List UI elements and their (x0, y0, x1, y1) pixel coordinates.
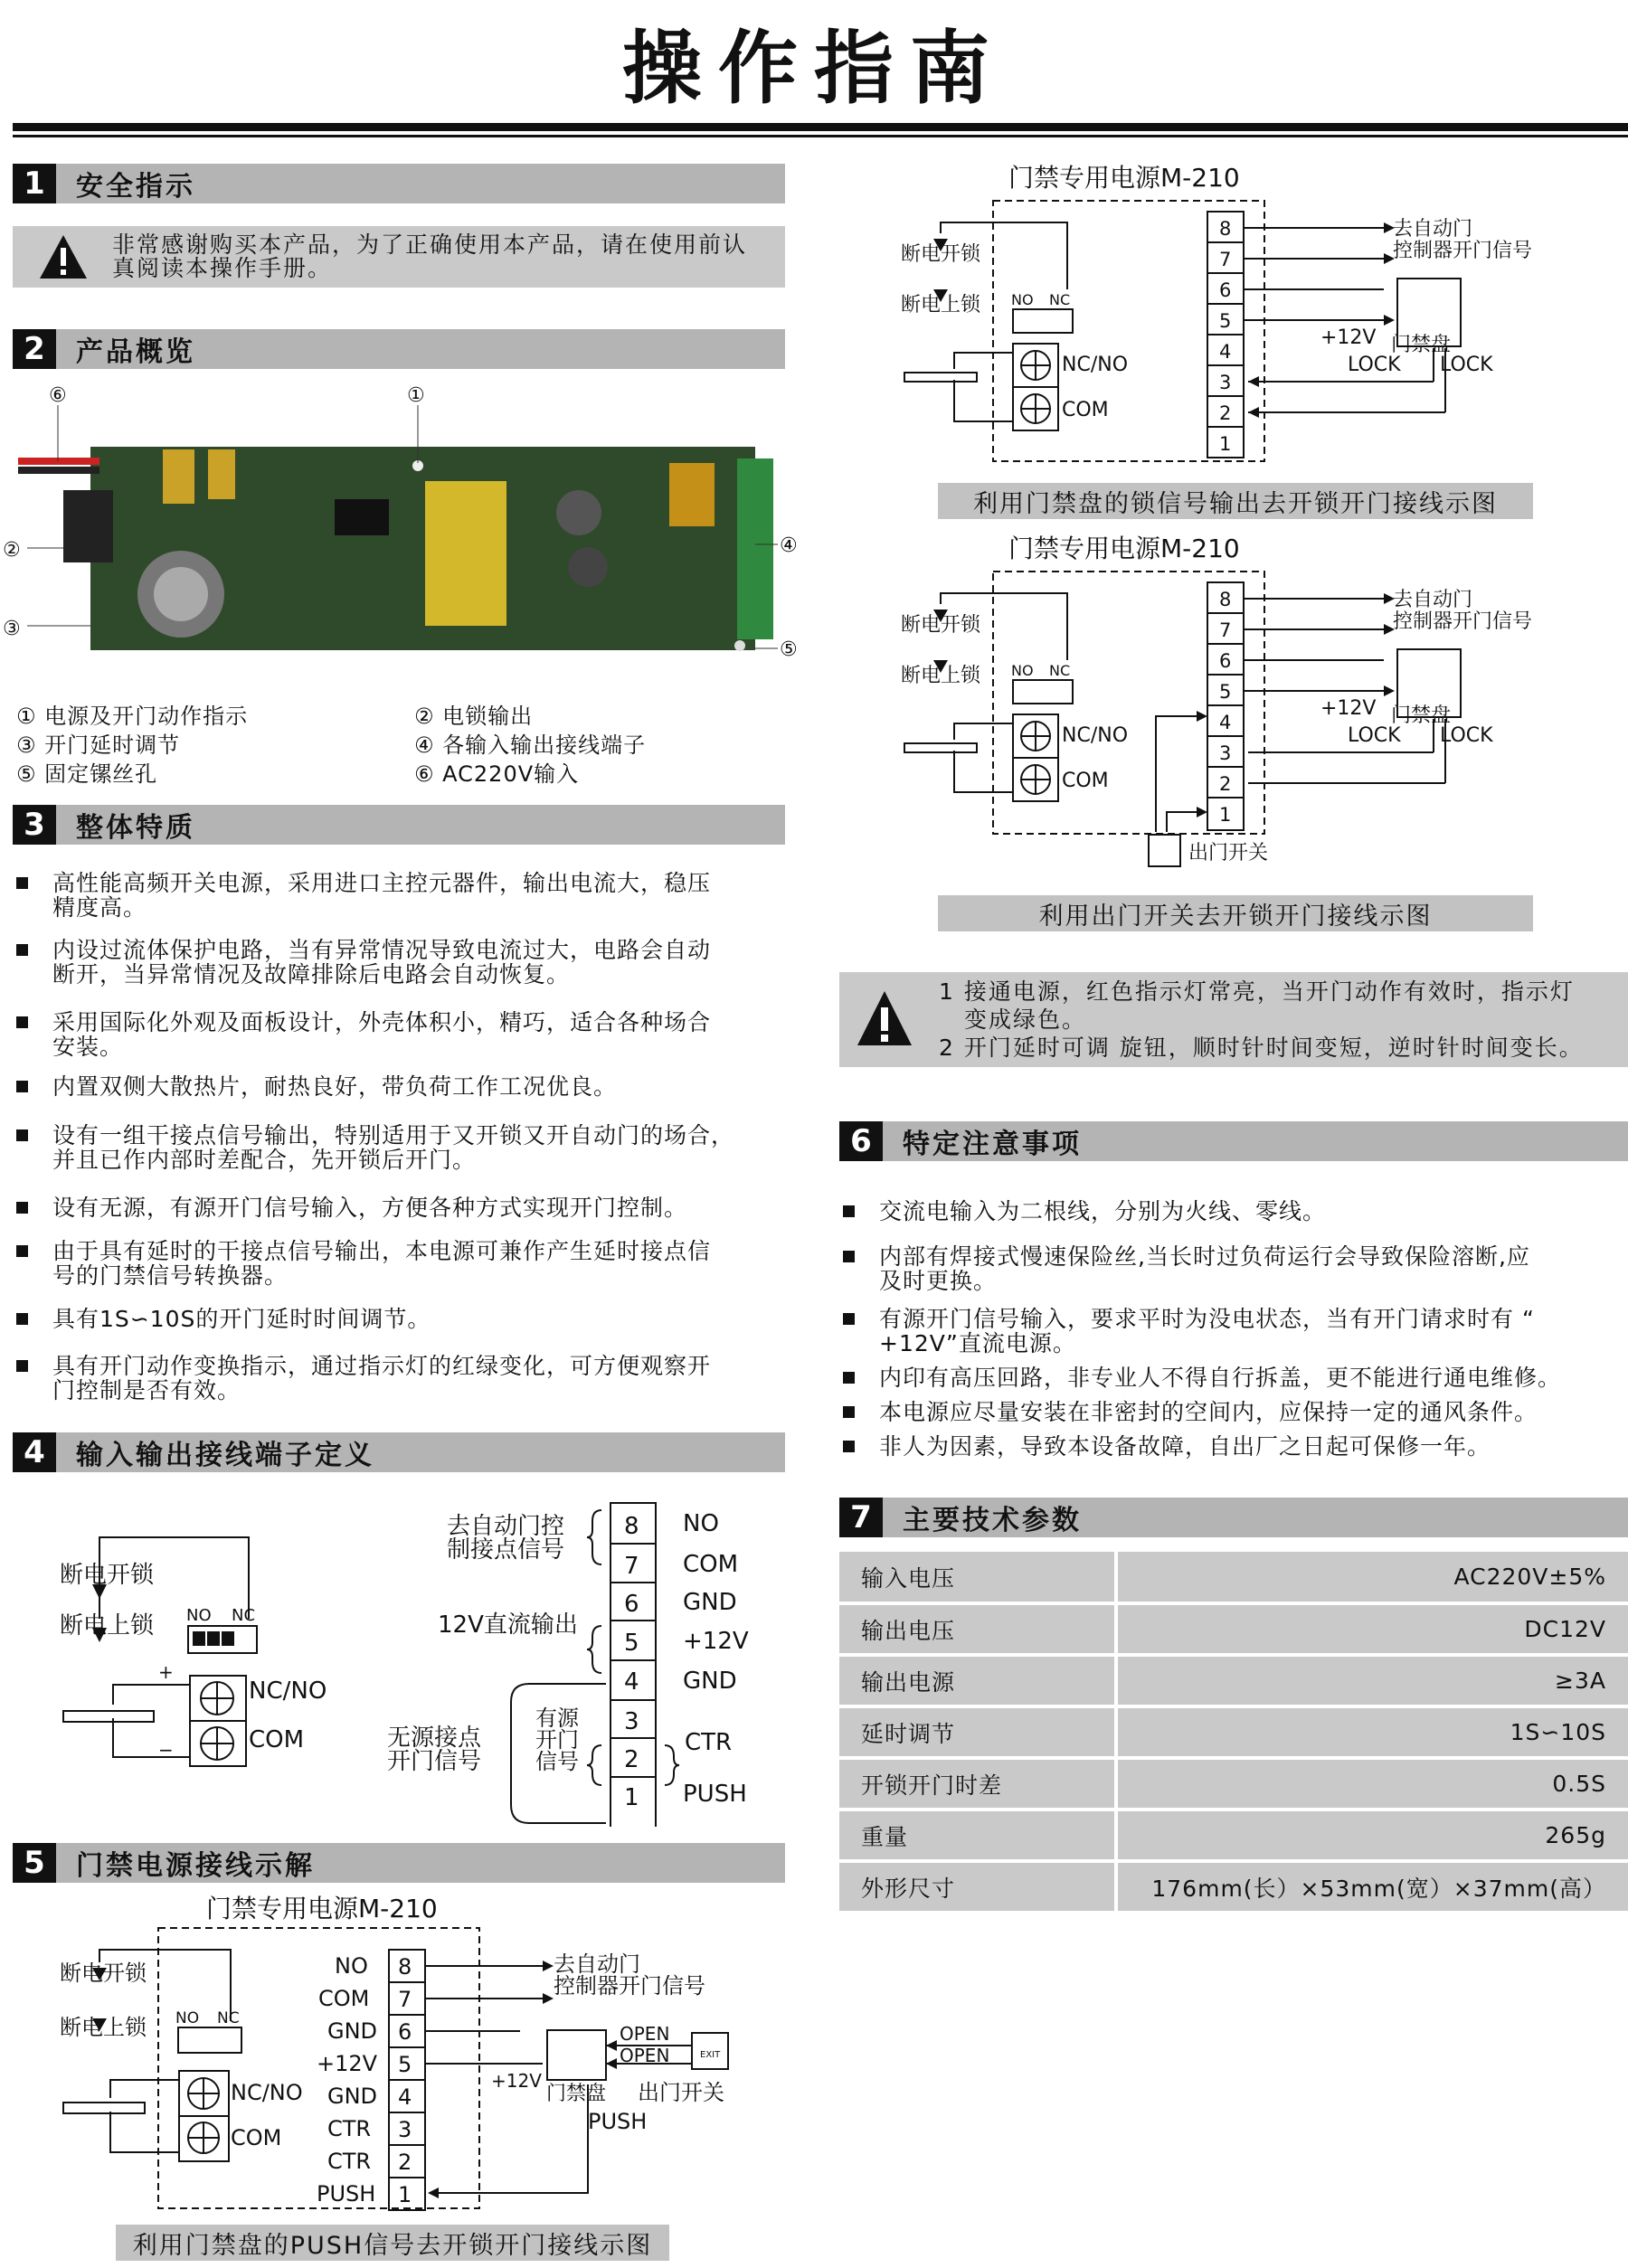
lock-label: LOCK (1440, 724, 1493, 747)
device-model: 门禁专用电源M-210 (206, 1894, 438, 1923)
legend-item: ④ 各输入输出接线端子 (414, 732, 647, 758)
terminal-number: 3 (624, 1708, 639, 1735)
terminal-number: 2 (398, 2150, 412, 2175)
section-title: 门禁电源接线示解 (76, 1850, 315, 1882)
terminal-number: 8 (398, 1954, 412, 1980)
section-number: 7 (839, 1498, 883, 1537)
diagram-caption: 利用门禁盘的锁信号输出去开锁开门接线示图 (938, 483, 1533, 519)
warning-icon (13, 226, 112, 288)
terminal-definition-diagram (0, 1483, 796, 1827)
title-rule (13, 123, 1628, 131)
group-label: 制接点信号 (447, 1536, 565, 1564)
terminal-number: 7 (624, 1553, 639, 1580)
terminal-number: 6 (398, 2019, 412, 2045)
terminal-number: 2 (624, 1746, 639, 1773)
v12-label: +12V (491, 2070, 542, 2092)
terminal-number: 8 (1219, 218, 1232, 240)
label-power-off-lock: 断电上锁 (60, 2015, 147, 2040)
label-nc: NC (217, 2009, 240, 2027)
terminal-number: 7 (398, 1987, 412, 2012)
label-ncno: NC/NO (249, 1677, 327, 1705)
v12-label: +12V (1320, 697, 1377, 720)
label-com: COM (231, 2125, 282, 2150)
warning-icon (839, 975, 930, 1065)
section-title: 产品概览 (76, 336, 195, 368)
safety-warning (13, 226, 785, 288)
feature-item: 采用国际化外观及面板设计，外壳体积小，精巧，适合各种场合 安装。 (13, 1010, 800, 1059)
terminal-name: NO (683, 1510, 719, 1537)
terminal-label: GND (327, 2018, 378, 2044)
legend-item: ⑤ 固定镙丝孔 (16, 761, 158, 787)
label-no: NO (175, 2009, 200, 2027)
label-nc: NC (1049, 291, 1071, 308)
open-label: OPEN (620, 2045, 670, 2066)
label-cut-power-unlock: 断电开锁 (901, 614, 981, 637)
notice-item: 内部有焊接式慢速保险丝,当长时过负荷运行会导致保险溶断,应 及时更换。 (839, 1244, 1628, 1293)
section-4-header (13, 1432, 785, 1472)
lock-label: LOCK (1440, 354, 1493, 376)
label-power-off-lock: 断电上锁 (901, 665, 981, 687)
terminal-number: 1 (1219, 433, 1232, 455)
terminal-name: PUSH (683, 1781, 747, 1808)
feature-item: 由于具有延时的干接点信号输出，本电源可兼作产生延时接点信 号的门禁信号转换器。 (13, 1239, 800, 1288)
label-nc: NC (232, 1606, 256, 1625)
terminal-label: NO (335, 1953, 368, 1979)
note-line: 2 开门延时可调 旋钮，顺时针时间变短，逆时针时间变长。 (939, 1035, 1584, 1061)
section-title: 安全指示 (76, 171, 195, 203)
terminal-number: 4 (1219, 712, 1232, 733)
notes-box (839, 972, 1628, 1067)
table-row: 输入电压 AC220V±5% (839, 1552, 1628, 1603)
terminal-number: 6 (624, 1591, 639, 1618)
terminal-number: 2 (1219, 402, 1232, 424)
to-door-label: 去自动门 (1393, 589, 1473, 611)
terminal-number: 8 (1219, 589, 1232, 610)
terminal-number: 4 (624, 1668, 639, 1696)
legend-item: ② 电锁输出 (414, 704, 534, 729)
callout-6: ⑥ (49, 384, 67, 407)
terminal-number: 7 (1219, 249, 1232, 270)
section-title: 整体特质 (76, 812, 195, 844)
feature-item: 内置双侧大散热片，耐热良好，带负荷工作工况优良。 (13, 1074, 800, 1099)
terminal-number: 2 (1219, 773, 1232, 795)
to-door-label: 控制器开门信号 (1393, 240, 1533, 262)
section-5-header (13, 1843, 785, 1883)
section-number: 2 (13, 329, 56, 369)
section-title: 特定注意事项 (903, 1129, 1082, 1160)
terminal-number: 6 (1219, 279, 1232, 301)
terminal-number: 5 (398, 2052, 412, 2077)
label-nc: NC (1049, 662, 1071, 679)
lock-label: LOCK (1348, 354, 1401, 376)
push-wiring-diagram (0, 1890, 796, 2225)
terminal-number: 8 (624, 1513, 639, 1540)
label-cut-power-unlock: 断电开锁 (901, 243, 981, 266)
feature-item: 内设过流体保护电路，当有异常情况导致电流过大，电路会自动 断开，当异常情况及故障排除后电路会自动恢复。 (13, 938, 800, 987)
diagram-caption: 利用出门开关去开锁开门接线示图 (938, 895, 1533, 931)
table-row: 外形尺寸 176mm(长）×53mm(宽）×37mm(高） (839, 1861, 1628, 1913)
feature-item: 具有开门动作变换指示，通过指示灯的红绿变化，可方便观察开 门控制是否有效。 (13, 1354, 800, 1403)
label-ncno: NC/NO (231, 2080, 303, 2105)
label-com: COM (1062, 399, 1109, 421)
terminal-name: +12V (683, 1628, 749, 1655)
terminal-number: 1 (398, 2182, 412, 2207)
terminal-number: 4 (398, 2084, 412, 2110)
feature-item: 具有1S∽10S的开门延时时间调节。 (13, 1307, 800, 1331)
section-1-header (13, 164, 785, 203)
warning-line: 非常感谢购买本产品，为了正确使用本产品，请在使用前认 (112, 232, 748, 258)
label-power-off-lock: 断电上锁 (60, 1612, 155, 1640)
terminal-name: COM (683, 1551, 739, 1578)
callout-4: ④ (780, 534, 798, 557)
label-com: COM (249, 1726, 305, 1753)
label-no: NO (186, 1606, 212, 1625)
pcb-photo (0, 373, 814, 689)
label-no: NO (1011, 291, 1034, 308)
exit-switch-label: 出门开关 (638, 2080, 724, 2105)
table-row: 输出电源 ≥3A (839, 1655, 1628, 1706)
feature-item: 设有无源，有源开门信号输入，方便各种方式实现开门控制。 (13, 1195, 800, 1220)
page-title: 操作指南 (621, 22, 1006, 115)
terminal-number: 1 (1219, 804, 1232, 826)
legend-item: ① 电源及开门动作指示 (16, 704, 249, 729)
terminal-number: 5 (1219, 310, 1232, 332)
section-title: 输入输出接线端子定义 (76, 1440, 374, 1471)
note-line: 1 接通电源，红色指示灯常亮，当开门动作有效时，指示灯 (939, 978, 1575, 1005)
section-2-header (13, 329, 785, 369)
exit-switch-wiring-diagram (868, 524, 1628, 886)
terminal-label: +12V (317, 2051, 378, 2076)
to-door-label: 控制器开门信号 (1393, 610, 1533, 633)
legend-item: ⑥ AC220V输入 (414, 761, 580, 787)
keypad-label: 门禁盘 (1391, 704, 1452, 727)
notice-item: 内印有高压回路，非专业人不得自行拆盖，更不能进行通电维修。 (839, 1366, 1628, 1390)
label-ncno: NC/NO (1062, 354, 1129, 376)
table-row: 输出电压 DC12V (839, 1603, 1628, 1655)
push-label: PUSH (588, 2109, 648, 2134)
device-model: 门禁专用电源M-210 (1008, 534, 1240, 563)
label-ncno: NC/NO (1062, 724, 1129, 747)
terminal-number: 4 (1219, 341, 1232, 363)
label-cut-power-unlock: 断电开锁 (60, 1562, 155, 1589)
label-plus: + (158, 1661, 174, 1683)
callout-5: ⑤ (780, 638, 798, 661)
section-title: 主要技术参数 (903, 1505, 1082, 1536)
device-model: 门禁专用电源M-210 (1008, 163, 1240, 193)
terminal-label: PUSH (317, 2181, 376, 2207)
group-label: 信号 (535, 1749, 579, 1774)
notice-item: 交流电输入为二根线，分别为火线、零线。 (839, 1199, 1628, 1224)
terminal-number: 3 (398, 2117, 412, 2142)
diagram-caption: 利用门禁盘的PUSH信号去开锁开门接线示图 (116, 2225, 669, 2261)
label-power-off-lock: 断电上锁 (901, 294, 981, 317)
lock-label: LOCK (1348, 724, 1401, 747)
section-7-header (839, 1498, 1628, 1537)
terminal-number: 5 (624, 1630, 639, 1657)
label-minus: − (158, 1739, 174, 1761)
title-rule-thin (13, 135, 1628, 137)
section-number: 5 (13, 1843, 56, 1883)
section-number: 3 (13, 805, 56, 845)
callout-3: ③ (3, 618, 21, 640)
keypad-label: 门禁盘 (1391, 334, 1452, 356)
terminal-label: CTR (327, 2149, 372, 2174)
terminal-number: 6 (1219, 650, 1232, 672)
section-number: 1 (13, 164, 56, 203)
terminal-number: 5 (1219, 681, 1232, 703)
label-no: NO (1011, 662, 1034, 679)
feature-item: 设有一组干接点信号输出，特别适用于又开锁又开自动门的场合， 并且已作内部时差配合，先开锁后开门。 (13, 1123, 800, 1172)
terminal-label: CTR (327, 2116, 372, 2141)
callout-2: ② (3, 539, 21, 562)
group-label: 无源接点 (387, 1725, 482, 1752)
section-number: 6 (839, 1121, 883, 1161)
specs-table (839, 1552, 1628, 1914)
section-6-header (839, 1121, 1628, 1161)
terminal-number: 3 (1219, 742, 1232, 764)
section-3-header (13, 805, 785, 845)
callout-1: ① (407, 384, 425, 407)
to-door-label: 去自动门 (1393, 218, 1473, 241)
group-label: 去自动门控 (447, 1513, 565, 1540)
open-label: OPEN (620, 2023, 670, 2045)
exit-button-tag: EXIT (700, 2050, 721, 2060)
terminal-name: CTR (685, 1729, 733, 1756)
terminal-name: GND (683, 1668, 737, 1695)
table-row: 开锁开门时差 0.5S (839, 1758, 1628, 1810)
warning-line: 真阅读本操作手册。 (112, 255, 333, 281)
v12-label: +12V (1320, 326, 1377, 349)
section-number: 4 (13, 1432, 56, 1472)
table-row: 重量 265g (839, 1810, 1628, 1861)
notice-item: 有源开门信号输入，要求平时为没电状态，当有开门请求时有 “ +12V”直流电源。 (839, 1307, 1628, 1356)
to-door-label: 去自动门 (554, 1951, 640, 1977)
terminal-number: 1 (624, 1784, 639, 1811)
group-label: 12V直流输出 (438, 1611, 578, 1639)
feature-item: 高性能高频开关电源，采用进口主控元器件，输出电流大，稳压 精度高。 (13, 871, 800, 920)
group-label: 有源 (535, 1706, 579, 1731)
terminal-number: 7 (1219, 619, 1232, 641)
keypad-label: 门禁盘 (546, 2083, 607, 2105)
terminal-label: COM (318, 1986, 370, 2011)
group-label: 开门 (535, 1727, 579, 1753)
label-cut-power-unlock: 断电开锁 (60, 1961, 147, 1986)
terminal-label: GND (327, 2084, 378, 2109)
terminal-name: GND (683, 1589, 737, 1616)
group-label: 开门信号 (387, 1748, 482, 1775)
table-row: 延时调节 1S∽10S (839, 1706, 1628, 1758)
exit-switch-label: 出门开关 (1188, 842, 1269, 865)
notice-item: 本电源应尽量安装在非密封的空间内，应保持一定的通风条件。 (839, 1400, 1628, 1424)
lock-signal-wiring-diagram (868, 154, 1628, 470)
legend-item: ③ 开门延时调节 (16, 732, 181, 758)
note-line: 变成绿色。 (964, 1006, 1087, 1033)
terminal-number: 3 (1219, 372, 1232, 393)
notice-item: 非人为因素，导致本设备故障，自出厂之日起可保修一年。 (839, 1434, 1628, 1459)
label-com: COM (1062, 770, 1109, 792)
to-door-label: 控制器开门信号 (554, 1973, 705, 1999)
